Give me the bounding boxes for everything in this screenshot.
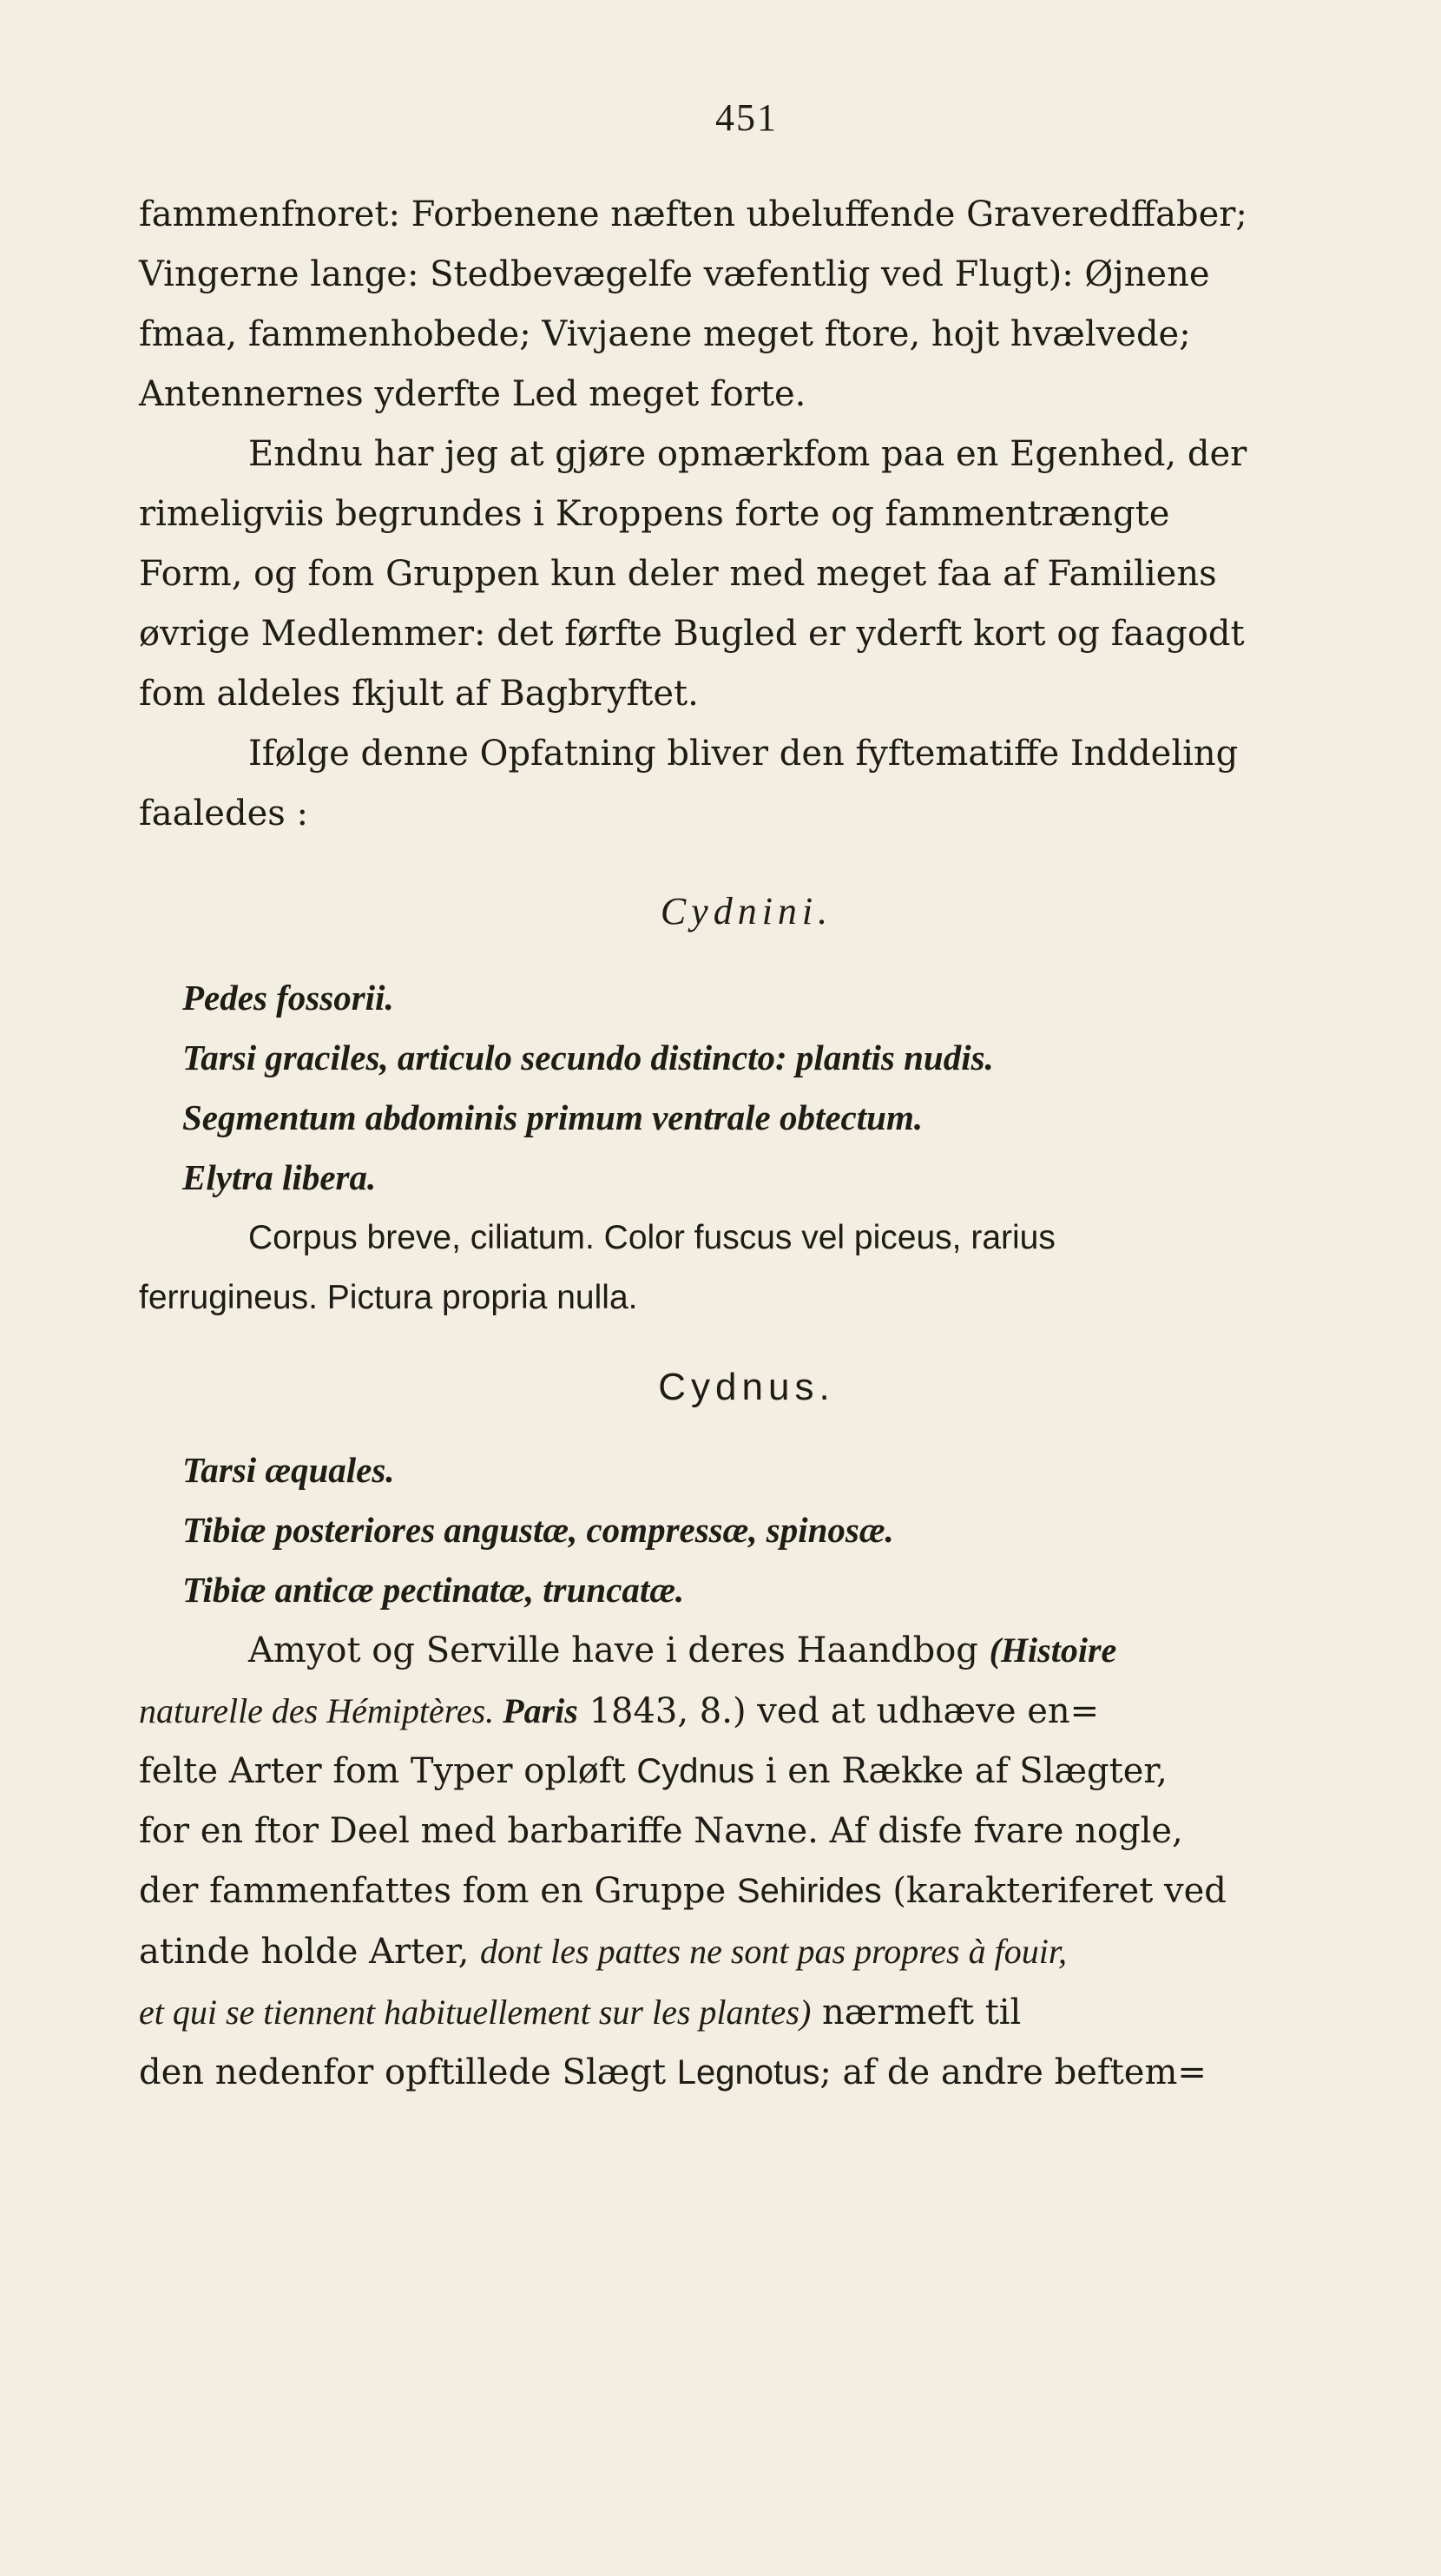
text-run-latin: Sehirides bbox=[736, 1872, 882, 1910]
text-line: Endnu har jeg at gjøre opmærkfom paa en Egenhed, der bbox=[248, 434, 1247, 474]
text-run: der fammenfattes fom en Gruppe bbox=[139, 1871, 737, 1911]
text-run-italic: Paris bbox=[503, 1691, 578, 1730]
character-line: Elytra libera. bbox=[182, 1157, 377, 1197]
character-line: Pedes fossorii. bbox=[182, 978, 394, 1018]
paragraph-body bbox=[139, 724, 1354, 844]
section-heading-cydnus: Cydnus. bbox=[658, 1366, 835, 1408]
character-list bbox=[139, 968, 1354, 1208]
text-line: fmaa, fammenhobede; Vivjaene meget ftore, hojt hvælvede; bbox=[139, 314, 1191, 354]
final-paragraph bbox=[139, 1620, 1354, 2103]
text-line: Form, og fom Gruppen kun deler med meget faa af Familiens bbox=[139, 554, 1217, 594]
character-line: Tarsi æquales. bbox=[182, 1450, 395, 1490]
character-line: Tarsi graciles, articulo secundo distincto: plantis nudis. bbox=[182, 1038, 994, 1077]
page-number: 451 bbox=[715, 96, 778, 139]
text-run-latin: Legnotus bbox=[676, 2053, 820, 2092]
text-run: felte Arter fom Typer opløft bbox=[139, 1751, 637, 1791]
text-run: den nedenfor opftillede Slægt bbox=[139, 2052, 677, 2092]
text-run: i en Række af Slægter, bbox=[754, 1751, 1168, 1791]
text-line: Antennernes yderfte Led meget forte. bbox=[139, 374, 806, 414]
text-run: 1843, 8.) ved at udhæve en= bbox=[577, 1691, 1100, 1731]
text-line: Ifølge denne Opfatning bliver den fyftematiffe Inddeling bbox=[248, 734, 1239, 774]
character-line: Tibiæ anticæ pectinatæ, truncatæ. bbox=[182, 1570, 685, 1610]
text-run-italic: naturelle des Hémiptères. bbox=[139, 1691, 503, 1730]
text-line: ferrugineus. Pictura propria nulla. bbox=[139, 1279, 638, 1316]
section-heading-cydnini: Cydnini. bbox=[660, 890, 833, 932]
latin-description bbox=[139, 1208, 1354, 1328]
text-run: for en ftor Deel med barbariffe Navne. Af disfe fvare nogle, bbox=[139, 1811, 1183, 1851]
character-list bbox=[139, 1440, 1354, 1620]
text-line: fom aldeles fkjult af Bagbryftet. bbox=[139, 674, 699, 714]
document-page bbox=[139, 96, 1354, 2103]
text-run: (karakteriferet ved bbox=[881, 1871, 1227, 1911]
text-line: rimeligviis begrundes i Kroppens forte og fammentrængte bbox=[139, 494, 1170, 534]
text-run: atinde holde Arter, bbox=[139, 1932, 481, 1972]
intro-paragraph bbox=[139, 185, 1354, 425]
text-run-italic: (Histoire bbox=[989, 1631, 1117, 1670]
paragraph-body bbox=[139, 425, 1354, 724]
text-line: fammenfnoret: Forbenene næften ubeluffende Graveredffaber; bbox=[139, 194, 1247, 234]
text-line: Vingerne lange: Stedbevægelfe væfentlig ved Flugt): Øjnene bbox=[139, 254, 1210, 294]
text-run-italic: dont les pattes ne sont pas propres à fouir, bbox=[480, 1932, 1067, 1971]
text-run: Amyot og Serville have i deres Haandbog bbox=[248, 1631, 990, 1670]
text-line: faaledes : bbox=[139, 794, 308, 833]
text-line: Corpus breve, ciliatum. Color fuscus vel piceus, rarius bbox=[248, 1219, 1056, 1256]
text-run-italic: et qui se tiennent habituellement sur les plantes) bbox=[139, 1993, 812, 2032]
text-run: nærmeft til bbox=[811, 1993, 1022, 2032]
text-run: ; af de andre beftem= bbox=[819, 2052, 1207, 2092]
character-line: Tibiæ posteriores angustæ, compressæ, spinosæ. bbox=[182, 1510, 894, 1550]
text-run-latin: Cydnus bbox=[636, 1752, 755, 1790]
text-line: øvrige Medlemmer: det førfte Bugled er yderft kort og faagodt bbox=[139, 614, 1245, 654]
character-line: Segmentum abdominis primum ventrale obtectum. bbox=[182, 1097, 924, 1137]
